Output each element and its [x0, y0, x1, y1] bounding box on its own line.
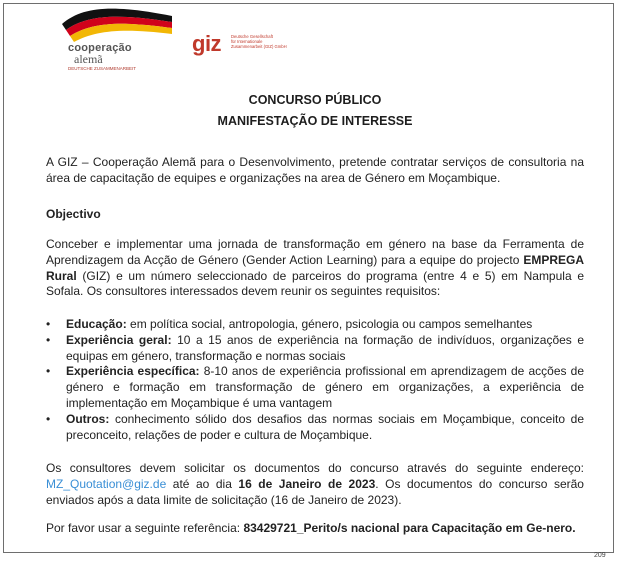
objective-text-part2: (GIZ) e um número seleccionado de parceiros do programa (entre 4 e 5) em Nampula e Sofala. Os consultores interessados devem reunir os seguintes requisitos:	[46, 268, 584, 299]
requirement-label: Experiência geral:	[66, 332, 172, 347]
giz-tag-line2: für Internationale	[231, 39, 263, 45]
requirement-label: Experiência específica:	[66, 364, 200, 379]
deadline-date: 16 de Janeiro de 2023	[238, 476, 376, 491]
coop-text-line3: DEUTSCHE ZUSAMMENARBEIT	[68, 66, 137, 71]
requirement-text: em política social, antropologia, género, psicologia ou campos semelhantes	[126, 317, 533, 331]
page-number: 209	[594, 552, 606, 559]
intro-paragraph: A GIZ – Cooperação Alemã para o Desenvolvimento, pretende contratar serviços de consultoria na área de capacitação de equipes e organizações na area de Género em Moçambique.	[46, 155, 584, 185]
requirement-item	[46, 412, 584, 444]
giz-logo: giz	[192, 31, 222, 56]
flag-swoosh-icon	[60, 6, 175, 46]
objective-paragraph	[46, 237, 584, 300]
ref-text: Por favor usar a seguinte referência:	[46, 521, 244, 535]
requirement-item	[46, 317, 584, 333]
document-title: CONCURSO PÚBLICO	[248, 93, 382, 107]
project-name: EMPREGA Rural	[46, 252, 584, 283]
cooperacao-alema-logo	[60, 6, 175, 74]
requirement-item	[46, 364, 584, 411]
coop-text-line2: alemã	[74, 52, 103, 66]
document-subtitle: MANIFESTAÇÃO DE INTERESSE	[217, 114, 413, 128]
objective-text-part1: Conceber e implementar uma jornada de transformação em género na base da Ferramenta de Aprendizagem da Acção de Género (Gender Action Learning) para a equipe do projecto	[46, 237, 584, 267]
docs-text-part2: até ao dia	[166, 476, 239, 491]
requirements-list	[46, 317, 584, 443]
giz-tagline	[231, 34, 287, 50]
quotation-email-link[interactable]: MZ_Quotation@giz.de	[46, 476, 167, 491]
requirement-label: Outros:	[66, 411, 110, 426]
reference-paragraph	[46, 521, 584, 537]
docs-text-part3: . Os documentos do concurso serão enviados após a data limite de solicitação (16 de Janeiro de 2023).	[46, 476, 584, 507]
requirement-text: conhecimento sólido dos desafios das normas sociais em Moçambique, conceito de preconceito, relações de poder e cultura de Moçambique.	[66, 411, 584, 442]
coop-text-line1: cooperação	[68, 42, 132, 54]
requirement-text: 8-10 anos de experiência profissional em aprendizagem de acções de género e formação em transformação de género em organizações, a experiência de implementação em Moçambique é uma vantagem	[66, 364, 584, 410]
requirement-text: 10 a 15 anos de experiência na formação de indivíduos, organizações e equipas em género, transformação e normas sociais	[66, 332, 584, 363]
giz-tag-line3: Zusammenarbeit (GIZ) GmbH	[231, 44, 287, 50]
reference-code: 83429721_Perito/s nacional para Capacitação em Ge-nero.	[243, 521, 576, 535]
requirement-item	[46, 333, 584, 365]
objective-heading: Objectivo	[46, 207, 101, 221]
requirement-label: Educação:	[66, 317, 127, 331]
documents-paragraph	[46, 461, 584, 508]
giz-tag-line1: Deutsche Gesellschaft	[231, 34, 273, 39]
docs-text-part1: Os consultores devem solicitar os documentos do concurso através do seguinte endereço:	[46, 461, 584, 475]
